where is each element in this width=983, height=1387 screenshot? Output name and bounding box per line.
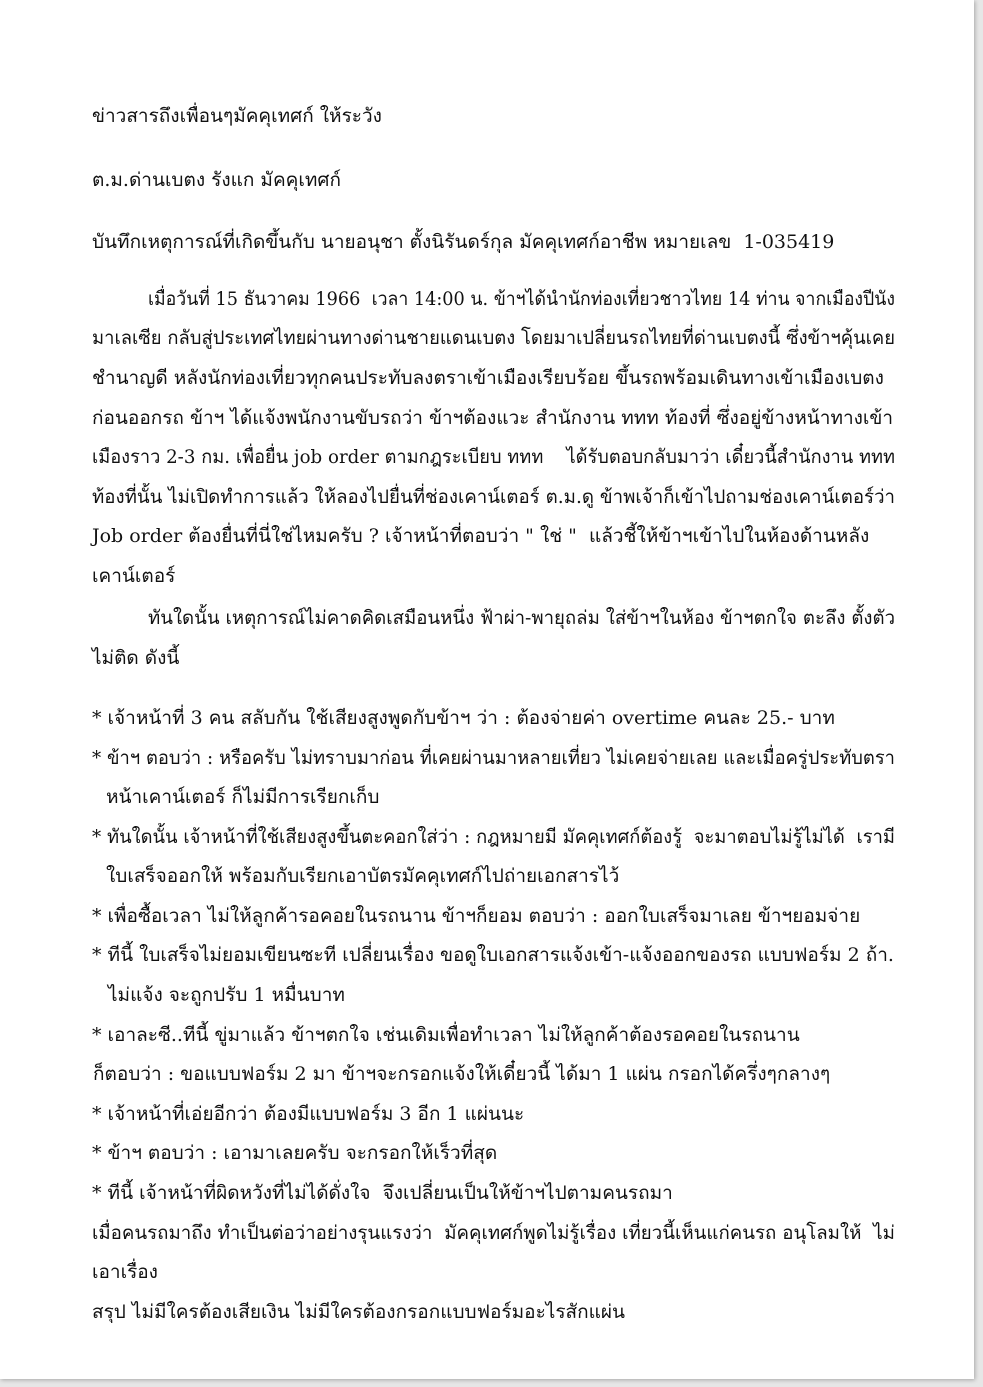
list-item-line: * ทีนี้ เจ้าหน้าที่ผิดหวังที่ไม่ได้ดั่งใจ จึงเปลี่ยนเป็นให้ข้าฯไปตามคนรถมา bbox=[92, 1182, 673, 1205]
list-item-line: * เอาละซี..ทีนี้ ขู่มาแล้ว ข้าฯตกใจ เช่นเดิมเพื่อทำเวลา ไม่ให้ลูกค้าต้องรอคอยในรถนาน bbox=[92, 1023, 800, 1046]
paragraph-line: เคาน์เตอร์ bbox=[92, 564, 176, 587]
list-item bbox=[92, 1016, 895, 1095]
document-title: ข่าวสารถึงเพื่อนๆมัคคุเทศก์ ให้ระวัง bbox=[92, 105, 382, 127]
list-item bbox=[92, 1134, 895, 1174]
list-item-line: ไม่แจ้ง จะถูกปรับ 1 หมื่นบาท bbox=[108, 984, 345, 1007]
list-item-line: * ทีนี้ ใบเสร็จไม่ยอมเขียนซะที เปลี่ยนเรื่อง ขอดูใบเอกสารแจ้งเข้า-แจ้งออกของรถ แบบฟอร์ม 2 ถ้า. bbox=[92, 944, 894, 967]
paragraph-line: เมื่อวันที่ 15 ธันวาคม 1966 เวลา 14:00 น. ข้าฯได้นำนักท่องเที่ยวชาวไทย 14 ท่าน จากเมืองปีนัง bbox=[148, 287, 895, 310]
list-item bbox=[92, 936, 895, 1015]
paragraph-line: ท้องที่นั้น ไม่เปิดทำการแล้ว ให้ลองไปยื่นที่ช่องเคาน์เตอร์ ต.ม.ดู ข้าพเจ้าก็เข้าไปถามช่องเคาน์เตอร์ว่า bbox=[92, 485, 896, 508]
paragraph-line: ชำนาญดี หลังนักท่องเที่ยวทุกคนประทับลงตราเข้าเมืองเรียบร้อย ขึ้นรถพร้อมเดินทางเข้าเมืองเบตง bbox=[92, 366, 884, 389]
closing-line: เอาเรื่อง bbox=[92, 1261, 158, 1284]
list-item bbox=[92, 739, 895, 818]
list-item-line: * เพื่อซื้อเวลา ไม่ให้ลูกค้ารอคอยในรถนาน ข้าฯก็ยอม ตอบว่า : ออกใบเสร็จมาเลย ข้าฯยอมจ่าย bbox=[92, 904, 861, 927]
closing-line: เมื่อคนรถมาถึง ทำเป็นต่อว่าอย่างรุนแรงว่า มัคคุเทศก์พูดไม่รู้เรื่อง เที่ยวนี้เห็นแก่คนรถ อนุโลมให้ ไม่ bbox=[92, 1221, 895, 1244]
paragraph-line: ไม่ติด ดังนี้ bbox=[92, 646, 180, 669]
list-item-line: * ข้าฯ ตอบว่า : เอามาเลยครับ จะกรอกให้เร็วที่สุด bbox=[92, 1142, 498, 1165]
list-item bbox=[92, 1095, 895, 1135]
list-item bbox=[92, 818, 895, 897]
paragraph-line: มาเลเซีย กลับสู่ประเทศไทยผ่านทางด่านชายแดนเบตง โดยมาเปลี่ยนรถไทยที่ด่านเบตงนี้ ซึ่งข้าฯคุ้นเคย bbox=[92, 327, 896, 350]
list-item-line: * ข้าฯ ตอบว่า : หรือครับ ไม่ทราบมาก่อน ที่เคยผ่านมาหลายเที่ยว ไม่เคยจ่ายเลย และเมื่อครู่ประทับตรา bbox=[92, 746, 895, 769]
document-body bbox=[92, 97, 895, 1332]
closing-line: สรุป ไม่มีใครต้องเสียเงิน ไม่มีใครต้องกรอกแบบฟอร์มอะไรสักแผ่น bbox=[92, 1300, 626, 1323]
list-item-line: ใบเสร็จออกให้ พร้อมกับเรียกเอาบัตรมัคคุเทศก์ไปถ่ายเอกสารไว้ bbox=[106, 865, 620, 888]
document-subtitle: ต.ม.ด่านเบตง รังแก มัคคุเทศก์ bbox=[92, 168, 341, 191]
list-item-line: หน้าเคาน์เตอร์ ก็ไม่มีการเรียกเก็บ bbox=[106, 786, 380, 809]
paragraph-2 bbox=[92, 599, 895, 678]
list-item-line: * เจ้าหน้าที่ 3 คน สลับกัน ใช้เสียงสูงพูดกับข้าฯ ว่า : ต้องจ่ายค่า overtime คนละ 25.- บาท bbox=[92, 706, 835, 729]
list-item bbox=[92, 699, 895, 739]
list-item bbox=[92, 1174, 895, 1214]
record-line: บันทึกเหตุการณ์ที่เกิดขึ้นกับ นายอนุชา ตั้งนิรันดร์กุล มัคคุเทศก์อาชีพ หมายเลข 1-035419 bbox=[92, 231, 835, 254]
paragraph-line: Job order ต้องยื่นที่นี่ใช่ไหมครับ ? เจ้าหน้าที่ตอบว่า " ใช่ " แล้วชี้ให้ข้าฯเข้าไปในห้องด้านหลัง bbox=[92, 525, 870, 548]
list-item-line: ก็ตอบว่า : ขอแบบฟอร์ม 2 มา ข้าฯจะกรอกแจ้งให้เดี๋ยวนี้ ได้มา 1 แผ่น กรอกได้ครึ่งๆกลางๆ bbox=[93, 1063, 831, 1086]
paragraph-1 bbox=[92, 280, 895, 597]
paragraph-line: ทันใดนั้น เหตุการณ์ไม่คาดคิดเสมือนหนึ่ง ฟ้าผ่า-พายุถล่ม ใส่ข้าฯในห้อง ข้าฯตกใจ ตะลึง ตั้งตัว bbox=[148, 606, 896, 629]
list-item-line: * ทันใดนั้น เจ้าหน้าที่ใช้เสียงสูงขึ้นตะคอกใส่ว่า : กฎหมายมี มัคคุเทศก์ต้องรู้ จะมาตอบไม่รู้ไม่ได้ เรามี bbox=[92, 825, 895, 848]
list-item-line: * เจ้าหน้าที่เอ่ยอีกว่า ต้องมีแบบฟอร์ม 3 อีก 1 แผ่นนะ bbox=[92, 1102, 525, 1125]
closing-paragraph bbox=[92, 1214, 895, 1333]
paragraph-line: เมืองราว 2-3 กม. เพื่อยื่น job order ตามกฎระเบียบ ททท ได้รับตอบกลับมาว่า เดี๋ยวนี้สำนักงาน ททท bbox=[92, 446, 896, 469]
paragraph-line: ก่อนออกรถ ข้าฯ ได้แจ้งพนักงานขับรถว่า ข้าฯต้องแวะ สำนักงาน ททท ท้องที่ ซึ่งอยู่ข้างหน้าทางเข้า bbox=[92, 406, 894, 429]
list-item bbox=[92, 897, 895, 937]
event-list bbox=[92, 699, 895, 1214]
